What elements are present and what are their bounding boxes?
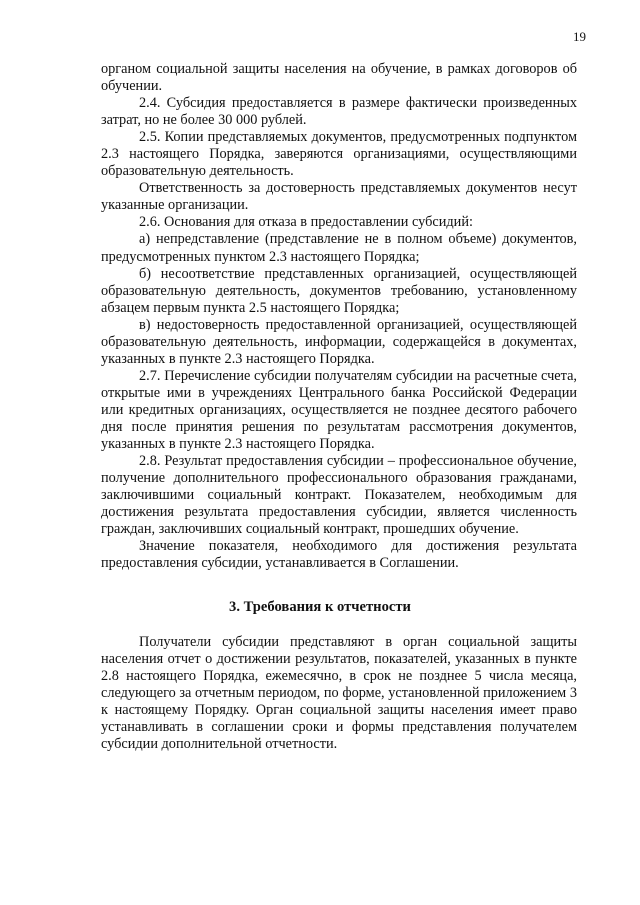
paragraph-continuation: органом социальной защиты населения на обучение, в рамках договоров об обучении. — [101, 61, 577, 95]
paragraph-indicator-value: Значение показателя, необходимого для достижения результата предоставления субсидии, устанавливается в Соглашении. — [101, 538, 577, 572]
paragraph-reporting: Получатели субсидии представляют в орган социальной защиты населения отчет о достижении результатов, показателей, указанных в пункте 2.8 настоящего Порядка, ежемесячно, в срок не позднее 5 числа месяца, следующего за отчетным периодом, по форме, установленной приложением 3 к настоящему Порядку. Орган социальной защиты населения имеет право устанавливать в соглашении сроки и формы представления получателем субсидии дополнительной отчетности. — [101, 634, 577, 753]
paragraph-2-8: 2.8. Результат предоставления субсидии – профессиональное обучение, получение дополнительного профессионального образования гражданами, заключившими социальный контракт. Показателем, необходимым для достижения результата предоставления субсидии, является численность граждан, заключивших социальный контракт, прошедших обучение. — [101, 453, 577, 538]
section-heading: 3. Требования к отчетности — [229, 599, 411, 615]
list-item-c: в) недостоверность предоставленной организацией, осуществляющей образовательную деятельность, информации, содержащейся в документах, указанных в пункте 2.3 настоящего Порядка. — [101, 316, 577, 367]
paragraph-2-4: 2.4. Субсидия предоставляется в размере фактически произведенных затрат, но не более 30 000 рублей. — [101, 95, 577, 129]
page-number: 19 — [573, 29, 586, 44]
list-item-b: б) несоответствие представленных организацией, осуществляющей образовательную деятельность, документов требованию, установленному абзацем первым пункта 2.5 настоящего Порядка; — [101, 265, 577, 316]
paragraph-responsibility: Ответственность за достоверность представляемых документов несут указанные организации. — [101, 180, 577, 214]
section-body — [101, 634, 577, 753]
paragraph-2-7: 2.7. Перечисление субсидии получателям субсидии на расчетные счета, открытые ими в учреждениях Центрального банка Российской Федерации или кредитных организациях, осуществляется не позднее десятого рабочего дня после принятия решения по результатам рассмотрения документов, указанных в пункте 2.3 настоящего Порядка. — [101, 367, 577, 453]
list-item-a: а) непредставление (представление не в полном объеме) документов, предусмотренных пунктом 2.3 настоящего Порядка; — [101, 231, 577, 265]
paragraph-2-5: 2.5. Копии представляемых документов, предусмотренных подпунктом 2.3 настоящего Порядка, заверяются организациями, осуществляющими образовательную деятельность. — [101, 129, 577, 180]
paragraph-2-6: 2.6. Основания для отказа в предоставлении субсидий: — [139, 214, 473, 231]
body-text — [101, 61, 577, 572]
